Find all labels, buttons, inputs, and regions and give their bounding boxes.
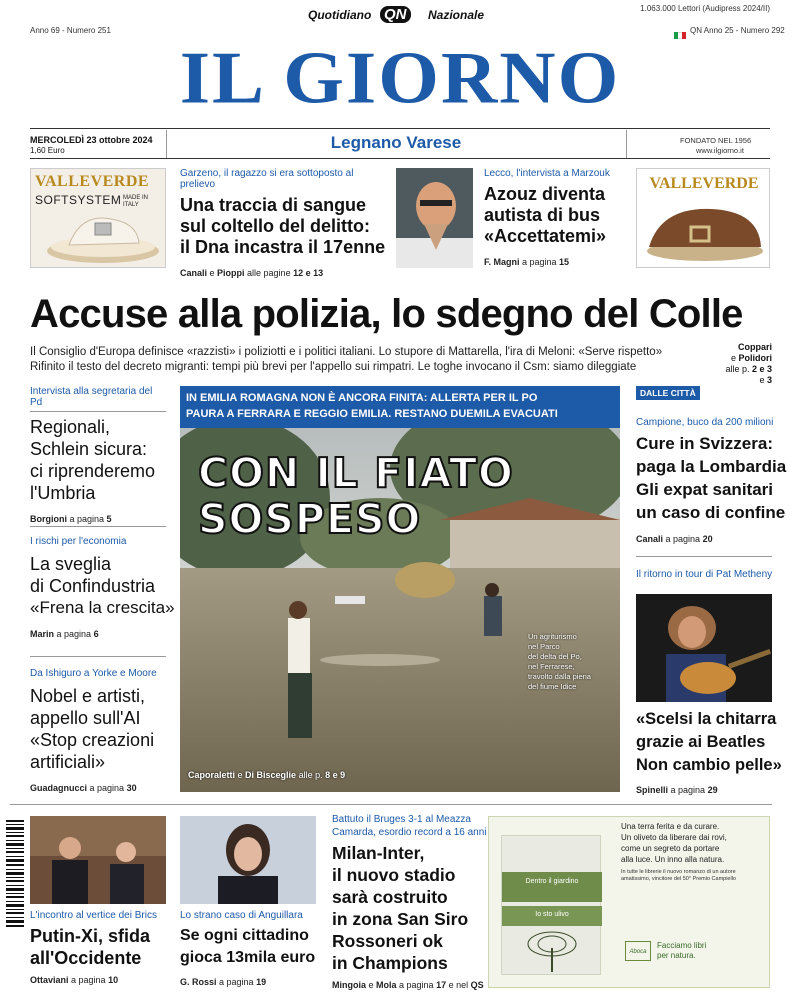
sandal-image bbox=[41, 209, 161, 267]
story-headline-line: Se ogni cittadino bbox=[180, 927, 309, 944]
banner-line: IN EMILIA ROMAGNA NON È ANCORA FINITA: ALLERTA PER IL PO bbox=[186, 392, 538, 404]
price: 1,60 Euro bbox=[30, 146, 65, 155]
photo-caption: Un agriturismo nel Parco del delta del Po, nel Ferrarese, travolto dalla piena del fiume Idice bbox=[528, 632, 591, 691]
founded: FONDATO NEL 1956 bbox=[680, 136, 752, 145]
newspaper-title: IL GIORNO bbox=[179, 36, 621, 119]
story-headline-line: Regionali, bbox=[30, 417, 111, 437]
story-headline-line: «Accettatemi» bbox=[484, 226, 607, 246]
story-headline-line: Gli expat sanitari bbox=[636, 480, 773, 499]
issue-date: MERCOLEDÌ 23 ottobre 2024 bbox=[30, 135, 153, 145]
story-headline-line: «Frena la crescita» bbox=[30, 598, 175, 617]
qn-logo: QN bbox=[380, 6, 411, 23]
story-byline: Spinelli a pagina 29 bbox=[636, 785, 718, 795]
story-headline-line: in zona San Siro bbox=[332, 909, 469, 929]
story-kicker: Il ritorno in tour di Pat Metheny bbox=[636, 569, 773, 580]
story-headline-line: autista di bus bbox=[484, 205, 601, 225]
bottom-story-3[interactable] bbox=[332, 814, 487, 990]
story-headline-line: Putin-Xi, sfida bbox=[30, 926, 151, 946]
story-headline-line: Milan-Inter, bbox=[332, 843, 425, 863]
website: www.ilgiorno.it bbox=[696, 146, 744, 155]
story-headline-line: sarà costruito bbox=[332, 887, 448, 907]
story-kicker: I rischi per l'economia bbox=[30, 536, 127, 547]
book-cover bbox=[501, 835, 601, 975]
banner-line: PAURA A FERRARA E REGGIO EMILIA. RESTANO DUEMILA EVACUATI bbox=[186, 408, 558, 420]
story-byline: F. Magni a pagina 15 bbox=[484, 257, 570, 267]
story-headline-line: in Champions bbox=[332, 953, 448, 973]
story-byline: Canali a pagina 20 bbox=[636, 534, 713, 544]
story-headline-line: di Confindustria bbox=[30, 576, 156, 596]
ad-small-copy: In tutte le librerie il nuovo romanzo di un autore amatissimo, vincitore del 50° Premio Campiello bbox=[621, 869, 736, 882]
story-headline-line: gioca 13mila euro bbox=[180, 949, 316, 966]
publisher-slogan: Facciamo libri per natura. bbox=[657, 941, 707, 960]
story-headline-line: all'Occidente bbox=[30, 948, 142, 968]
story-byline: G. Rossi a pagina 19 bbox=[180, 977, 267, 987]
story-headline-line: Azouz diventa bbox=[484, 184, 606, 204]
main-byline: Coppari e Polidori alle p. 2 e 3 e 3 bbox=[725, 342, 772, 385]
overlay-line: CON IL FIATO bbox=[198, 449, 514, 497]
story-headline-line: Cure in Svizzera: bbox=[636, 434, 773, 453]
valleverde-ad-left[interactable] bbox=[30, 168, 166, 268]
issue-right: QN Anno 25 - Numero 292 bbox=[690, 26, 785, 35]
top-story-2[interactable] bbox=[484, 168, 624, 267]
issue-left: Anno 69 - Numero 251 bbox=[30, 26, 111, 35]
story-headline-line: Schlein sicura: bbox=[30, 439, 148, 459]
story-headline-line: Non cambio pelle» bbox=[636, 756, 782, 774]
masthead-top bbox=[30, 4, 770, 23]
putin-xi-photo bbox=[30, 816, 166, 904]
right-story-2-kicker-wrap bbox=[636, 569, 772, 580]
book-title: Dentro il giardino bbox=[525, 878, 579, 885]
story-kicker: Intervista alla segretaria del Pd bbox=[30, 386, 153, 408]
marzouk-photo bbox=[396, 168, 473, 268]
ad-brand: VALLEVERDE bbox=[649, 175, 759, 192]
italy-flag-icon bbox=[674, 26, 688, 33]
qn-right-text: Nazionale bbox=[428, 8, 485, 22]
section-label: DALLE CITTÀ bbox=[636, 386, 700, 400]
ad-copy: Una terra ferita e da curare. Un oliveto da liberare dai rovi, come un segreto da portare alla luce. Un inno alla natura. bbox=[621, 822, 727, 864]
barcode-icon bbox=[4, 816, 26, 936]
top-story-1[interactable] bbox=[180, 168, 390, 278]
book-ad[interactable] bbox=[488, 816, 770, 988]
story-kicker: Da Ishiguro a Yorke e Moore bbox=[30, 668, 157, 679]
story-headline-line: l'Umbria bbox=[30, 483, 96, 503]
ad-brand: VALLEVERDE bbox=[35, 173, 150, 190]
metheny-photo bbox=[636, 594, 772, 702]
story-headline-line: La sveglia bbox=[30, 554, 112, 574]
story-headline-line: ci riprenderemo bbox=[30, 461, 156, 481]
qn-left-text: Quotidiano bbox=[308, 8, 372, 22]
story-kicker: Garzeno, il ragazzo si era sottoposto al prelievo bbox=[180, 168, 354, 190]
tree-icon bbox=[522, 928, 582, 972]
story-byline: Canali e Pioppi alle pagine 12 e 13 bbox=[180, 268, 324, 278]
left-story-3[interactable] bbox=[30, 668, 166, 793]
flood-photo[interactable] bbox=[180, 428, 620, 792]
story-headline-line: Rossoneri ok bbox=[332, 931, 443, 951]
story-headline-line: appello sull'AI bbox=[30, 708, 141, 728]
story-headline-line: «Scelsi la chitarra bbox=[636, 710, 777, 728]
story-kicker: Battuto il Bruges 3-1 al Meazza bbox=[332, 814, 471, 825]
anguillara-photo bbox=[180, 816, 316, 904]
story-headline-line: artificiali» bbox=[30, 752, 106, 772]
center-banner[interactable] bbox=[180, 386, 620, 428]
story-kicker: Lecco, l'intervista a Marzouk bbox=[484, 168, 610, 179]
overlay-line: SOSPESO bbox=[198, 495, 422, 543]
story-kicker: L'incontro al vertice dei Brics bbox=[30, 910, 157, 921]
story-headline-line: il Dna incastra il 17enne bbox=[180, 237, 386, 257]
right-story-1[interactable] bbox=[636, 417, 787, 544]
valleverde-ad-right[interactable] bbox=[636, 168, 770, 268]
bottom-story-1[interactable] bbox=[30, 910, 170, 985]
main-subheading-1: Il Consiglio d'Europa definisce «razzisti» i poliziotti e i politici italiani. Lo stupore di Mattarella, l'ira di Meloni: «Serve rispetto» bbox=[30, 346, 663, 358]
story-headline-line: il nuovo stadio bbox=[332, 865, 456, 885]
story-headline-line: Nobel e artisti, bbox=[30, 686, 146, 706]
edition-name: Legnano Varese bbox=[330, 133, 462, 152]
story-kicker: Lo strano caso di Anguillara bbox=[180, 910, 303, 921]
photo-byline: Caporaletti e Di Bisceglie alle p. 8 e 9 bbox=[188, 770, 346, 780]
story-headline-line: paga la Lombardia bbox=[636, 457, 787, 476]
ad-tag: MADE IN ITALY bbox=[123, 195, 149, 208]
story-byline: Ottaviani a pagina 10 bbox=[30, 975, 119, 985]
main-subheading-2: Rifinito il testo del decreto migranti: tempi più brevi per l'appello sui rimpatri. Le toghe invocano il Csm: siamo dileggiate bbox=[30, 361, 637, 373]
publisher-logo: Aboca bbox=[625, 941, 651, 961]
bottom-story-2[interactable] bbox=[180, 910, 320, 987]
story-byline: Marin a pagina 6 bbox=[30, 629, 99, 639]
left-story-2[interactable] bbox=[30, 536, 175, 639]
clog-image bbox=[641, 197, 767, 267]
story-headline-line: Una traccia di sangue bbox=[180, 195, 367, 215]
story-headline-line: sul coltello del delitto: bbox=[180, 216, 371, 236]
story-headline-line: un caso di confine bbox=[636, 503, 786, 522]
left-story-1[interactable] bbox=[30, 386, 166, 524]
story-kicker-secondary: Camarda, esordio record a 16 anni bbox=[332, 827, 487, 838]
story-headline-line: «Stop creazioni bbox=[30, 730, 155, 750]
story-byline: Guadagnucci a pagina 30 bbox=[30, 783, 137, 793]
readers-count: 1.063.000 Lettori (Audipress 2024/II) bbox=[640, 4, 770, 13]
book-subtitle: Io sto ulivo bbox=[535, 911, 569, 918]
story-byline: Mingoia e Mola a pagina 17 e nel QS bbox=[332, 980, 484, 990]
story-byline: Borgioni a pagina 5 bbox=[30, 514, 112, 524]
story-headline-line: grazie ai Beatles bbox=[636, 733, 766, 751]
right-story-2[interactable] bbox=[636, 708, 782, 795]
ad-line: SOFTSYSTEM bbox=[35, 193, 122, 207]
main-headline[interactable]: Accuse alla polizia, lo sdegno del Colle bbox=[30, 292, 743, 336]
story-kicker: Campione, buco da 200 milioni bbox=[636, 417, 774, 428]
